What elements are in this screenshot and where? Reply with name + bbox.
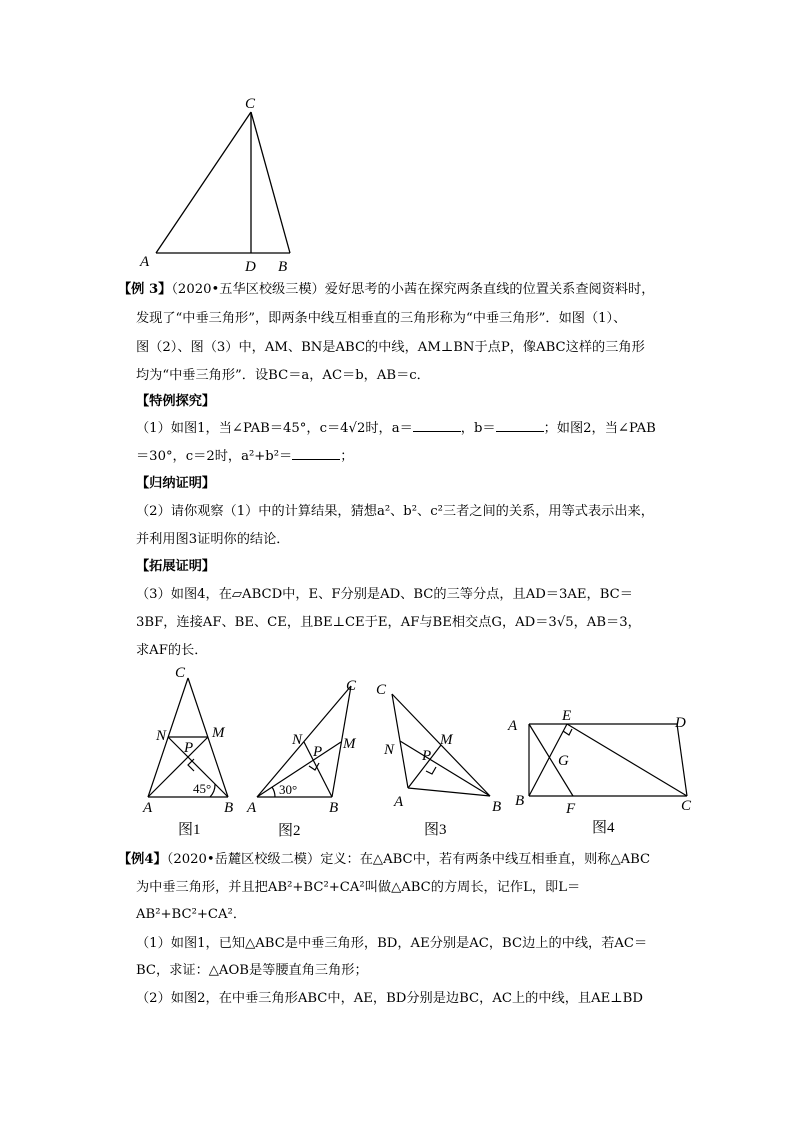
ex4-def-3: AB²+BC²+CA²． [136, 907, 247, 922]
ex3-heading-induction: 【归纳证明】 [136, 476, 216, 491]
label-D: D [245, 259, 256, 275]
f4-label-C: C [681, 798, 692, 814]
figure-3 [370, 678, 510, 843]
answer-blank-a [413, 419, 461, 432]
ex3-q1-d: ＝30°，c＝2时，a²+b²＝ [136, 449, 293, 464]
ex3-q1-a: （1）如图1，当∠PAB＝45°，c＝4√2时，a＝ [136, 421, 413, 436]
f1-label-C: C [175, 665, 186, 681]
ex3-q1-c: ；如图2，当∠PAB [543, 421, 656, 436]
ex4-q1-b: BC，求证：△AOB是等腰直角三角形； [136, 963, 368, 978]
ex3-source: （2020•五华区校级三模） [171, 282, 325, 297]
ex3-q1-line-1 [136, 417, 656, 436]
ex3-heading-special: 【特例探究】 [136, 394, 216, 409]
ex3-heading-extension: 【拓展证明】 [136, 559, 216, 574]
f4-label-G: G [558, 753, 569, 769]
f2-label-P: P [313, 744, 323, 760]
f3-label-P: P [422, 748, 432, 764]
f2-angle: 30° [279, 782, 298, 797]
figure-1 [138, 662, 258, 842]
figure-4 [505, 700, 700, 840]
caption-figure-2: 图2 [278, 823, 301, 839]
ex4-source: （2020•岳麓区校级二模） [166, 852, 321, 867]
f1-label-N: N [156, 728, 167, 744]
f3-label-A: A [394, 794, 404, 810]
answer-blank-sum [292, 447, 340, 460]
label-B: B [278, 259, 288, 275]
f3-label-B: B [492, 799, 502, 815]
ex3-intro-3: 图（2）、图（3）中，AM、BN是ABC的中线，AM⊥BN于点P，像ABC这样的三角形 [136, 340, 645, 355]
ex3-q2-b: 并利用图3证明你的结论． [136, 532, 290, 547]
answer-blank-b [496, 419, 544, 432]
f3-label-C: C [376, 682, 387, 698]
ex3-q1-b: ，b＝ [460, 421, 496, 436]
ex3-intro-2: 发现了“中垂三角形”，即两条中线互相垂直的三角形称为“中垂三角形”．如图（1）、 [136, 311, 627, 326]
ex4-q1-a: （1）如图1，已知△ABC是中垂三角形，BD，AE分别是AC，BC边上的中线，若AC＝ [136, 936, 648, 951]
ex3-q1-e: ； [340, 449, 354, 464]
ex4-tag: 【例4】 [118, 852, 167, 867]
label-A: A [140, 254, 150, 270]
ex3-q1-line-2 [136, 445, 353, 464]
f2-label-C: C [346, 678, 357, 694]
top-triangle-figure [130, 90, 310, 275]
f4-label-E: E [562, 708, 572, 724]
label-C: C [245, 96, 256, 112]
f3-label-N: N [384, 742, 395, 758]
ex3-intro-4: 均为“中垂三角形”．设BC＝a，AC＝b，AB＝c． [136, 368, 430, 383]
caption-figure-1: 图1 [178, 822, 201, 838]
ex4-q2-a: （2）如图2，在中垂三角形ABC中，AE，BD分别是边BC，AC上的中线，且AE⊥BD [136, 991, 643, 1006]
f1-label-P: P [184, 740, 194, 756]
ex4-def-2: 为中垂三角形，并且把AB²+BC²+CA²叫做△ABC的方周长，记作L，即L＝ [136, 880, 581, 895]
f1-label-A: A [143, 800, 153, 816]
caption-figure-3: 图3 [424, 822, 447, 838]
ex3-tag: 【例 3】 [118, 282, 172, 297]
f1-angle: 45° [193, 781, 212, 796]
figure-2 [247, 672, 372, 842]
ex4-def-1: 定义：在△ABC中，若有两条中线互相垂直，则称△ABC [320, 852, 651, 867]
f4-label-B: B [515, 793, 525, 809]
ex3-q3-c: 求AF的长． [136, 643, 208, 658]
f2-label-N: N [292, 732, 303, 748]
f1-label-B: B [224, 800, 234, 816]
ex3-intro-1: 爱好思考的小茜在探究两条直线的位置关系查阅资料时， [324, 282, 655, 297]
ex3-q2-a: （2）请你观察（1）中的计算结果，猜想a²、b²、c²三者之间的关系，用等式表示出来， [136, 504, 654, 519]
f2-label-B: B [329, 800, 339, 816]
ex3-line-1 [118, 278, 654, 297]
f4-label-D: D [675, 715, 686, 731]
ex3-q3-a: （3）如图4，在▱ABCD中，E、F分别是AD、BC的三等分点，且AD＝3AE，BC＝ [136, 587, 633, 602]
f1-label-M: M [212, 725, 225, 741]
f2-label-M: M [343, 736, 356, 752]
ex4-line-1 [118, 848, 650, 867]
f4-label-F: F [566, 801, 576, 817]
f2-label-A: A [247, 800, 257, 816]
caption-figure-4: 图4 [592, 820, 615, 836]
ex3-q3-b: 3BF，连接AF、BE、CE，且BE⊥CE于E，AF与BE相交点G，AD＝3√5，AB＝3， [136, 615, 641, 630]
f4-label-A: A [508, 718, 518, 734]
f3-label-M: M [440, 732, 453, 748]
